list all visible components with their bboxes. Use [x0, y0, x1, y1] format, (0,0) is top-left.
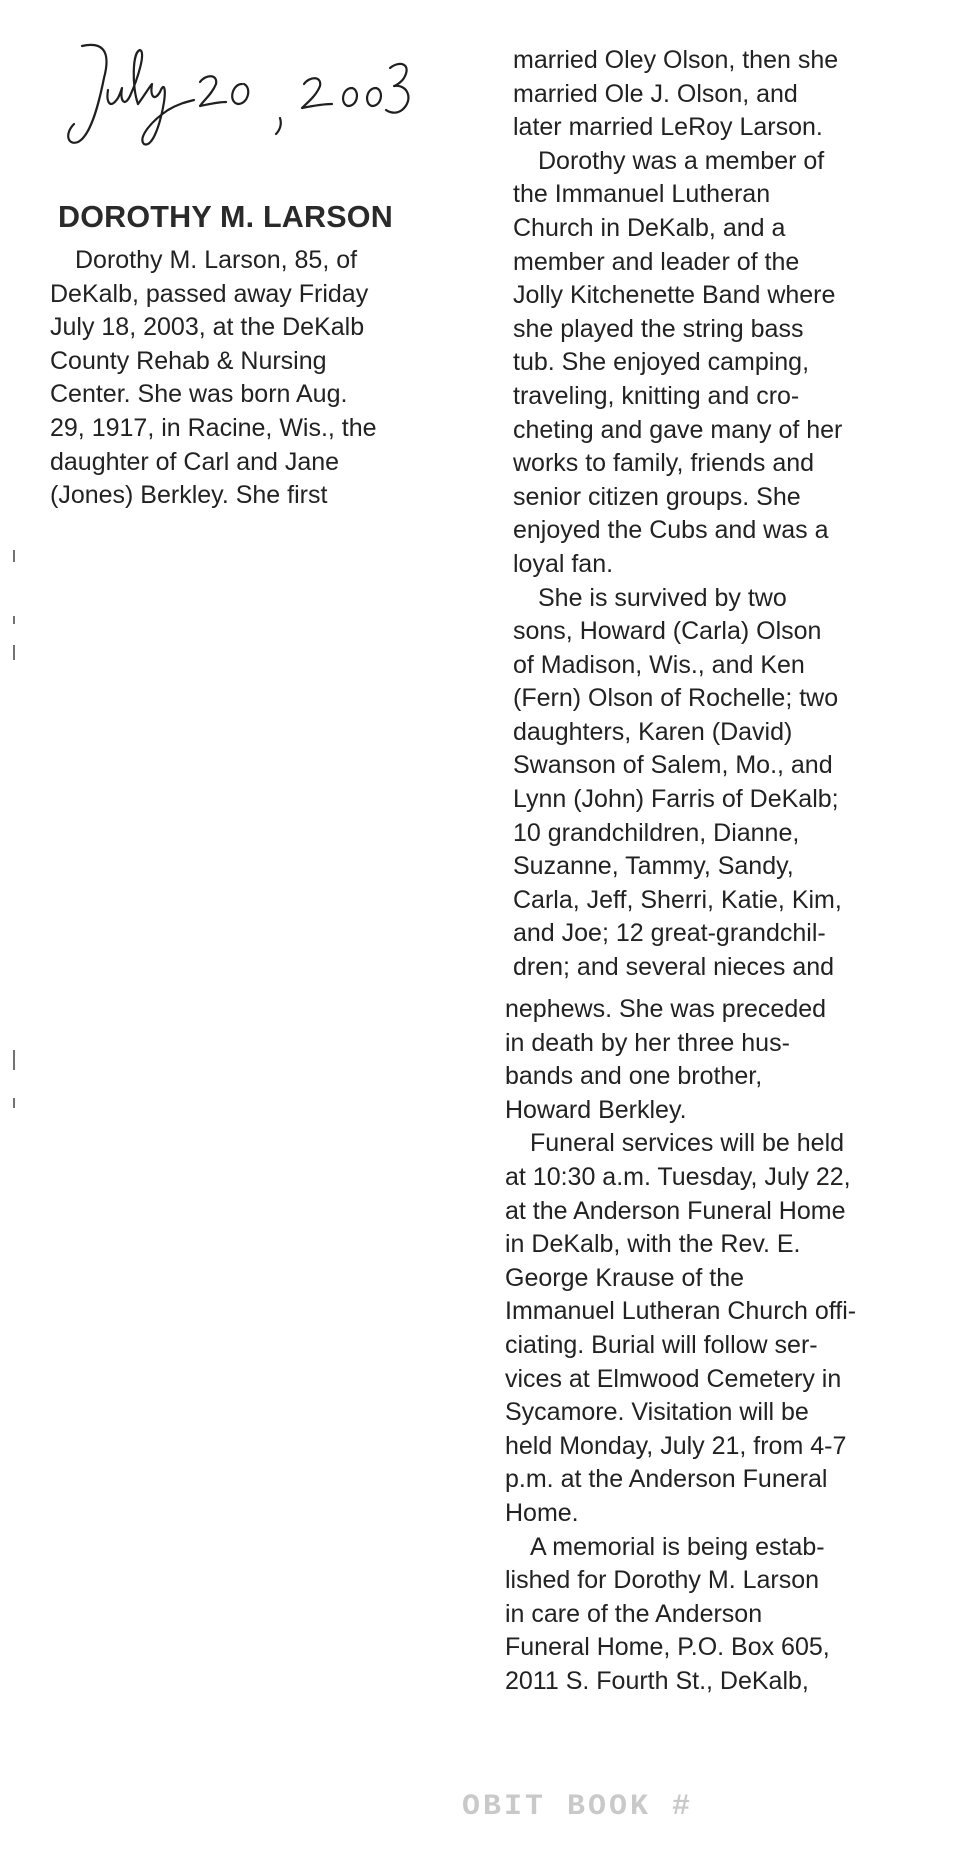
text-line: Funeral services will be held	[505, 1129, 845, 1158]
text-line: bands and one brother,	[505, 1062, 763, 1091]
text-line: (Jones) Berkley. She first	[50, 481, 328, 510]
text-line: tub. She enjoyed camping,	[513, 348, 810, 377]
text-line: Lynn (John) Farris of DeKalb;	[513, 785, 839, 814]
text-line: DeKalb, passed away Friday	[50, 279, 369, 308]
text-line: 2011 S. Fourth St., DeKalb,	[505, 1666, 809, 1695]
text-line: Howard Berkley.	[505, 1095, 687, 1124]
text-line: Dorothy M. Larson, 85, of	[50, 246, 358, 274]
text-line: ciating. Burial will follow ser-	[505, 1330, 818, 1359]
text-line: traveling, knitting and cro-	[513, 381, 800, 410]
text-line: Carla, Jeff, Sherri, Katie, Kim,	[513, 885, 842, 914]
text-line: dren; and several nieces and	[513, 953, 835, 982]
text-line: in DeKalb, with the Rev. E.	[505, 1230, 801, 1259]
text-line: A memorial is being estab-	[505, 1532, 825, 1561]
text-line: sons, Howard (Carla) Olson	[513, 617, 822, 646]
obituary-headline: DOROTHY M. LARSON	[58, 200, 393, 234]
text-line: in care of the Anderson	[505, 1599, 763, 1628]
text-line: nephews. She was preceded	[505, 995, 827, 1023]
text-line: Dorothy was a member of	[513, 146, 825, 175]
obit-book-stamp: OBIT BOOK #	[462, 1790, 694, 1824]
text-line: Center. She was born Aug.	[50, 380, 348, 409]
text-line: cheting and gave many of her	[513, 415, 843, 444]
text-line: enjoyed the Cubs and was a	[513, 516, 829, 545]
text-line: lished for Dorothy M. Larson	[505, 1566, 820, 1595]
text-line: 29, 1917, in Racine, Wis., the	[50, 413, 377, 442]
column-right-bottom	[505, 993, 856, 1698]
scan-edge-marks	[10, 520, 20, 1120]
text-line: Swanson of Salem, Mo., and	[513, 751, 833, 780]
text-line: loyal fan.	[513, 549, 614, 578]
text-line: held Monday, July 21, from 4-7	[505, 1431, 847, 1460]
text-line: July 18, 2003, at the DeKalb	[50, 313, 365, 342]
text-line: at 10:30 a.m. Tuesday, July 22,	[505, 1162, 851, 1191]
text-line: p.m. at the Anderson Funeral	[505, 1465, 828, 1494]
text-line: senior citizen groups. She	[513, 482, 801, 511]
text-line: She is survived by two	[513, 583, 787, 612]
text-line: Suzanne, Tammy, Sandy,	[513, 852, 794, 881]
text-line: Funeral Home, P.O. Box 605,	[505, 1633, 830, 1662]
handwritten-date	[60, 38, 420, 148]
column-right-top	[513, 44, 842, 985]
text-line: (Fern) Olson of Rochelle; two	[513, 684, 839, 713]
text-line: at the Anderson Funeral Home	[505, 1196, 846, 1225]
text-line: the Immanuel Lutheran	[513, 180, 771, 209]
text-line: of Madison, Wis., and Ken	[513, 650, 805, 679]
text-line: she played the string bass	[513, 314, 804, 343]
text-line: member and leader of the	[513, 247, 800, 276]
text-line: 10 grandchildren, Dianne,	[513, 818, 800, 847]
text-line: Jolly Kitchenette Band where	[513, 281, 836, 310]
text-line: married Ole J. Olson, and	[513, 79, 798, 108]
column-left	[50, 244, 377, 513]
text-line: George Krause of the	[505, 1263, 745, 1292]
text-line: Sycamore. Visitation will be	[505, 1398, 809, 1427]
text-line: works to family, friends and	[513, 449, 815, 478]
text-line: married Oley Olson, then she	[513, 46, 839, 74]
text-line: and Joe; 12 great-grandchil-	[513, 919, 826, 948]
text-line: Church in DeKalb, and a	[513, 213, 786, 242]
text-line: Home.	[505, 1498, 579, 1527]
text-line: daughters, Karen (David)	[513, 717, 793, 746]
text-line: later married LeRoy Larson.	[513, 113, 823, 142]
text-line: Immanuel Lutheran Church offi-	[505, 1297, 857, 1326]
text-line: County Rehab & Nursing	[50, 346, 327, 375]
text-line: vices at Elmwood Cemetery in	[505, 1364, 842, 1393]
text-line: daughter of Carl and Jane	[50, 447, 340, 476]
text-line: in death by her three hus-	[505, 1028, 790, 1057]
